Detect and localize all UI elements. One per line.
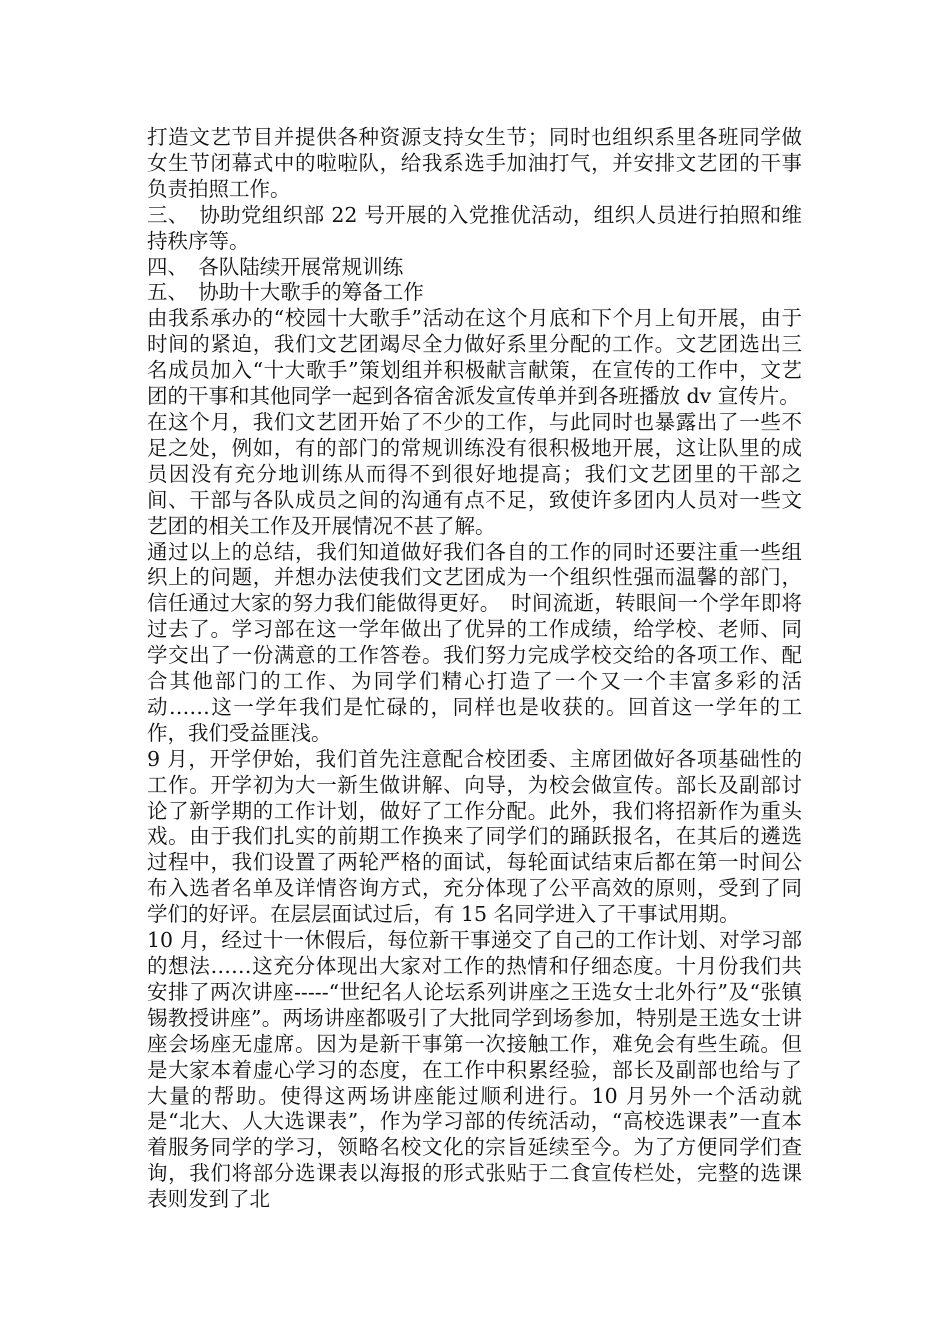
paragraph-7: 通过以上的总结，我们知道做好我们各自的工作的同时还要注重一些组织上的问题，并想办法使我们文艺团成为一个组织性强而温馨的部门，信任通过大家的努力我们能做得更好。 时间流逝，转眼间一个学年即将过去了。学习部在这一学年做出了优异的工作成绩，给学校、老师、同学交出了一份满意的工作答卷。我们努力完成学校交给的各项工作、配合其他部门的工作、为同学们精心打造了一个又一个丰富多彩的活动……这一学年我们是忙碌的，同样也是收获的。回首这一学年的工作，我们受益匪浅。 — [147, 539, 802, 745]
paragraph-8: 9 月，开学伊始，我们首先注意配合校团委、主席团做好各项基础性的工作。开学初为大一新生做讲解、向导，为校会做宣传。部长及副部讨论了新学期的工作计划，做好了工作分配。此外，我们将招新作为重头戏。由于我们扎实的前期工作换来了同学们的踊跃报名，在其后的遴选过程中，我们设置了两轮严格的面试，每轮面试结束后都在第一时间公布入选者名单及详情咨询方式，充分体现了公平高效的原则，受到了同学们的好评。在层层面试过后，有 15 名同学进入了干事试用期。 — [147, 746, 802, 927]
paragraph-6: 在这个月，我们文艺团开始了不少的工作，与此同时也暴露出了一些不足之处，例如，有的部门的常规训练没有很积极地开展，这让队里的成员因没有充分地训练从而得不到很好地提高；我们文艺团里的干部之间、干部与各队成员之间的沟通有点不足，致使许多团内人员对一些文艺团的相关工作及开展情况不甚了解。 — [147, 409, 802, 538]
paragraph-5: 由我系承办的“校园十大歌手”活动在这个月底和下个月上旬开展，由于时间的紧迫，我们文艺团竭尽全力做好系里分配的工作。文艺团选出三名成员加入“十大歌手”策划组并积极献言献策，在宣传的工作中，文艺团的干事和其他同学一起到各宿舍派发宣传单并到各班播放 dv 宣传片。 — [147, 306, 802, 409]
paragraph-1: 打造文艺节目并提供各种资源支持女生节；同时也组织系里各班同学做女生节闭幕式中的啦啦队，给我系选手加油打气，并安排文艺团的干事负责拍照工作。 — [147, 125, 802, 201]
document-body — [147, 125, 802, 1213]
paragraph-9: 10 月，经过十一休假后，每位新干事递交了自己的工作计划、对学习部的想法……这充分体现出大家对工作的热情和仔细态度。十月份我们共安排了两次讲座-----“世纪名人论坛系列讲座之王选女士北外行”及“张镇锡教授讲座”。两场讲座都吸引了大批同学到场参加，特别是王选女士讲座会场座无虚席。因为是新干事第一次接触工作，难免会有些生疏。但是大家本着虚心学习的态度，在工作中积累经验，部长及副部也给与了大量的帮助。使得这两场讲座能过顺利进行。10 月另外一个活动就是“北大、人大选课表”，作为学习部的传统活动，“高校选课表”一直本着服务同学的学习，领略名校文化的宗旨延续至今。为了方便同学们查询，我们将部分选课表以海报的形式张贴于二食宣传栏处，完整的选课表则发到了北 — [147, 928, 802, 1212]
paragraph-3: 四、 各队陆续开展常规训练 — [147, 254, 404, 279]
paragraph-2: 三、 协助党组织部 22 号开展的入党推优活动，组织人员进行拍照和维持秩序等。 — [147, 202, 802, 253]
paragraph-4: 五、 协助十大歌手的筹备工作 — [147, 280, 424, 305]
